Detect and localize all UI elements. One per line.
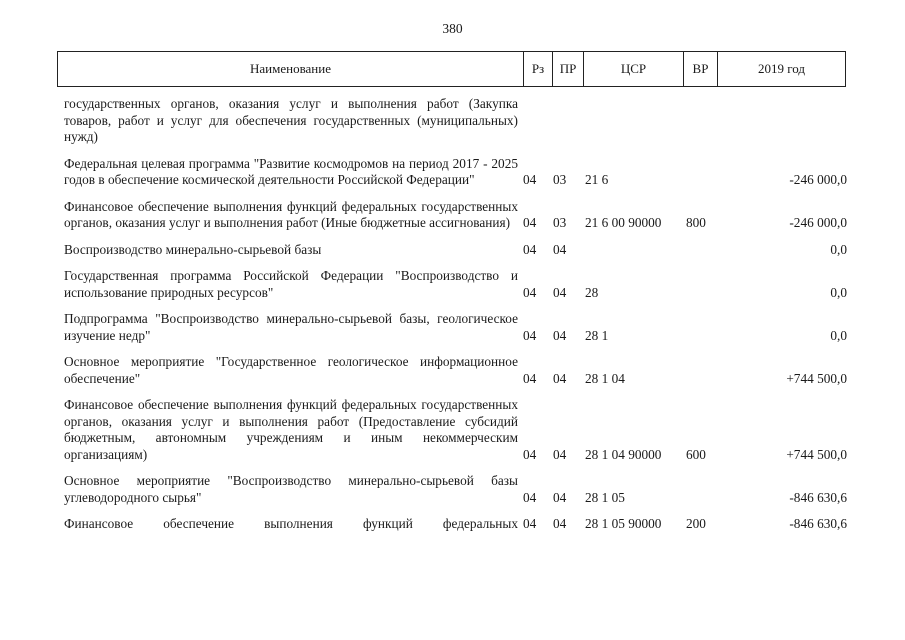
row-rz: 04 bbox=[523, 327, 537, 343]
header-vr: ВР bbox=[683, 52, 717, 86]
row-csr: 28 1 04 90000 bbox=[585, 446, 662, 462]
row-name: Государственная программа Российской Федерации "Воспроизводство и использование природных ресурсов" bbox=[64, 268, 518, 300]
row-rz: 04 bbox=[523, 489, 537, 505]
row-sum: 0,0 bbox=[830, 241, 847, 257]
row-rz: 04 bbox=[523, 370, 537, 386]
row-csr: 28 1 05 90000 bbox=[585, 516, 662, 531]
table-row bbox=[0, 354, 905, 387]
row-pr: 04 bbox=[553, 327, 567, 343]
row-pr: 03 bbox=[553, 172, 567, 187]
row-name: Подпрограмма "Воспроизводство минерально-сырьевой базы, геологическое изучение недр" bbox=[64, 311, 518, 343]
row-name: Воспроизводство минерально-сырьевой базы bbox=[64, 241, 322, 257]
table-row bbox=[0, 199, 905, 232]
row-name: Финансовое обеспечение выполнения функций федеральных bbox=[64, 516, 518, 531]
table-header bbox=[57, 51, 846, 87]
row-name: Основное мероприятие "Воспроизводство минерально-сырьевой базы углеводородного сырья" bbox=[64, 473, 518, 505]
row-sum: +744 500,0 bbox=[786, 446, 847, 462]
row-sum: +744 500,0 bbox=[786, 370, 847, 386]
row-pr: 04 bbox=[553, 241, 567, 257]
row-name: Финансовое обеспечение выполнения функций федеральных государственных органов, оказания услуг и выполнения работ (Иные бюджетные ассигнования) bbox=[64, 198, 518, 230]
header-year: 2019 год bbox=[717, 52, 845, 86]
row-rz: 04 bbox=[523, 516, 537, 531]
table-row bbox=[0, 516, 905, 533]
row-vr: 800 bbox=[686, 215, 706, 230]
table-row bbox=[0, 268, 905, 301]
row-vr: 200 bbox=[686, 516, 706, 531]
row-rz: 04 bbox=[523, 241, 537, 257]
row-csr: 21 6 00 90000 bbox=[585, 215, 662, 230]
row-csr: 28 1 04 bbox=[585, 370, 625, 386]
row-sum: 0,0 bbox=[830, 284, 847, 300]
row-csr: 28 bbox=[585, 284, 599, 300]
row-rz: 04 bbox=[523, 284, 537, 300]
row-rz: 04 bbox=[523, 446, 537, 462]
table-row bbox=[0, 96, 905, 146]
row-name: Федеральная целевая программа "Развитие космодромов на период 2017 - 2025 годов в обеспечение космической деятельности Российской Федерации" bbox=[64, 155, 518, 187]
row-pr: 04 bbox=[553, 446, 567, 462]
row-sum: -846 630,6 bbox=[789, 489, 847, 505]
header-pr: ПР bbox=[552, 52, 583, 86]
row-name: Основное мероприятие "Государственное геологическое информационное обеспечение" bbox=[64, 354, 518, 386]
row-sum: -246 000,0 bbox=[789, 172, 847, 187]
header-name: Наименование bbox=[250, 61, 331, 76]
table-row bbox=[0, 242, 905, 259]
header-csr: ЦСР bbox=[583, 52, 683, 86]
row-sum: 0,0 bbox=[830, 327, 847, 343]
row-csr: 28 1 05 bbox=[585, 489, 625, 505]
row-pr: 04 bbox=[553, 370, 567, 386]
table-row bbox=[0, 473, 905, 506]
page-number: 380 bbox=[442, 21, 463, 36]
table-row bbox=[0, 156, 905, 189]
table-body bbox=[0, 96, 905, 543]
row-pr: 04 bbox=[553, 284, 567, 300]
row-pr: 03 bbox=[553, 215, 567, 230]
row-name: Финансовое обеспечение выполнения функций федеральных государственных органов, оказания услуг и выполнения работ (Предоставление субсидий бюджетным, автономным учреждениям и иным некоммерческим организациям) bbox=[64, 397, 518, 462]
row-csr: 28 1 bbox=[585, 327, 609, 343]
row-rz: 04 bbox=[523, 215, 537, 230]
row-sum: -246 000,0 bbox=[789, 215, 847, 230]
header-rz: Рз bbox=[523, 52, 552, 86]
row-rz: 04 bbox=[523, 172, 537, 187]
row-pr: 04 bbox=[553, 516, 567, 531]
table-row bbox=[0, 311, 905, 344]
table-row bbox=[0, 397, 905, 463]
row-vr: 600 bbox=[686, 446, 706, 462]
row-csr: 21 6 bbox=[585, 172, 609, 187]
row-name: государственных органов, оказания услуг и выполнения работ (Закупка товаров, работ и услуг для обеспечения государственных (муниципальных) нужд) bbox=[64, 96, 518, 144]
row-pr: 04 bbox=[553, 489, 567, 505]
row-sum: -846 630,6 bbox=[789, 516, 847, 531]
